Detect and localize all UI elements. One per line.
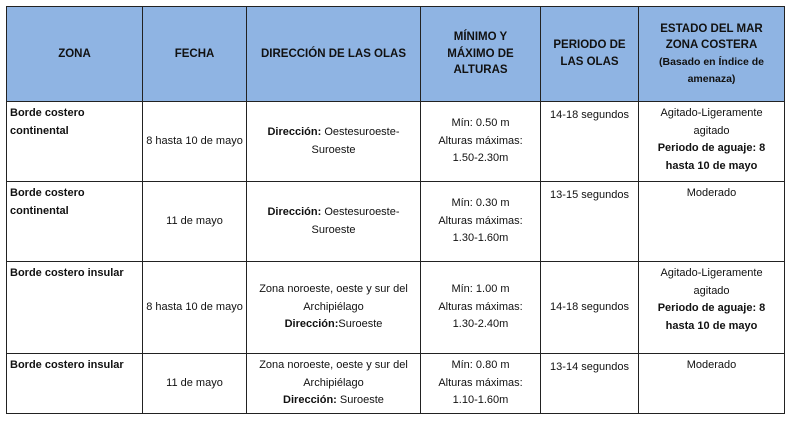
estado-cell — [639, 262, 785, 354]
header-alturas-line-2: MÁXIMO DE — [447, 47, 514, 60]
direccion-area: Zona noroeste, oeste y sur del Archipiélago — [259, 359, 408, 389]
periodo-cell: 14-18 segundos — [541, 262, 639, 354]
fecha-cell: 11 de mayo — [143, 354, 247, 414]
periodo-cell: 13-14 segundos — [541, 354, 639, 414]
periodo-cell: 14-18 segundos — [541, 102, 639, 182]
alturas-maximas-value: 1.30-1.60m — [452, 232, 509, 245]
alturas-cell — [421, 354, 541, 414]
direccion-cell — [247, 354, 421, 414]
alturas-maximas-value: 1.30-2.40m — [452, 318, 509, 331]
table-row — [7, 354, 785, 414]
periodo-cell: 13-15 segundos — [541, 182, 639, 262]
header-alturas-line-1: MÍNIMO Y — [453, 30, 508, 43]
altura-minima: Mín: 0.80 m — [451, 359, 510, 371]
altura-minima: Mín: 0.30 m — [451, 197, 510, 210]
alturas-maximas-label: Alturas máximas: — [438, 300, 523, 313]
header-estado-line-4: amenaza) — [687, 72, 736, 85]
alturas-maximas-label: Alturas máximas: — [438, 376, 523, 389]
table-row — [7, 182, 785, 262]
zona-cell: Borde costero insular — [7, 354, 143, 414]
header-row — [7, 7, 785, 102]
estado-cell — [639, 354, 785, 414]
table-row — [7, 102, 785, 182]
alturas-cell — [421, 182, 541, 262]
estado-mar: Agitado-Ligeramente agitado — [660, 107, 763, 137]
alturas-maximas-label: Alturas máximas: — [438, 214, 523, 227]
header-direccion: DIRECCIÓN DE LAS OLAS — [247, 7, 421, 102]
header-estado-line-3: (Basado en Índice de — [658, 56, 765, 68]
header-alturas-line-3: ALTURAS — [453, 64, 508, 77]
estado-cell — [639, 102, 785, 182]
altura-minima: Mín: 1.00 m — [451, 283, 510, 296]
direccion-value: Suroeste — [338, 318, 383, 331]
direccion-label: Dirección: — [284, 318, 339, 331]
estado-mar: Moderado — [686, 359, 737, 371]
estado-mar: Moderado — [686, 187, 737, 199]
header-periodo-line-1: PERIODO DE — [553, 39, 626, 52]
alturas-maximas-value: 1.50-2.30m — [452, 152, 509, 165]
direccion-label: Dirección: — [267, 125, 322, 138]
direccion-value: Oestesuroeste-Suroeste — [311, 205, 400, 236]
fecha-cell: 11 de mayo — [143, 182, 247, 262]
direccion-label: Dirección: — [267, 205, 322, 218]
header-estado — [639, 7, 785, 102]
header-estado-line-1: ESTADO DEL MAR — [660, 22, 763, 35]
header-fecha: FECHA — [143, 7, 247, 102]
header-periodo — [541, 7, 639, 102]
estado-mar: Agitado-Ligeramente agitado — [660, 267, 763, 297]
header-alturas — [421, 7, 541, 102]
periodo-aguaje: Periodo de aguaje: 8 hasta 10 de mayo — [657, 302, 766, 332]
table-row — [7, 262, 785, 354]
header-zona: ZONA — [7, 7, 143, 102]
fecha-cell: 8 hasta 10 de mayo — [143, 102, 247, 182]
alturas-cell — [421, 102, 541, 182]
direccion-value: Oestesuroeste-Suroeste — [311, 125, 400, 156]
direccion-cell — [247, 102, 421, 182]
direccion-label: Dirección: — [283, 394, 337, 407]
direccion-area: Zona noroeste, oeste y sur del Archipiélago — [259, 283, 408, 313]
alturas-maximas-value: 1.10-1.60m — [452, 394, 509, 407]
direccion-cell — [247, 182, 421, 262]
zona-cell: Borde costero insular — [7, 262, 143, 354]
header-estado-line-2: ZONA COSTERA — [665, 39, 758, 52]
fecha-cell: 8 hasta 10 de mayo — [143, 262, 247, 354]
zona-cell: Borde costero continental — [7, 182, 143, 262]
alturas-cell — [421, 262, 541, 354]
zona-cell: Borde costero continental — [7, 102, 143, 182]
marine-forecast-table — [6, 6, 785, 414]
estado-cell — [639, 182, 785, 262]
alturas-maximas-label: Alturas máximas: — [438, 134, 523, 147]
altura-minima: Mín: 0.50 m — [451, 117, 510, 130]
direccion-cell — [247, 262, 421, 354]
header-periodo-line-2: LAS OLAS — [560, 56, 619, 68]
periodo-aguaje: Periodo de aguaje: 8 hasta 10 de mayo — [657, 142, 766, 172]
direccion-value: Suroeste — [336, 394, 384, 407]
